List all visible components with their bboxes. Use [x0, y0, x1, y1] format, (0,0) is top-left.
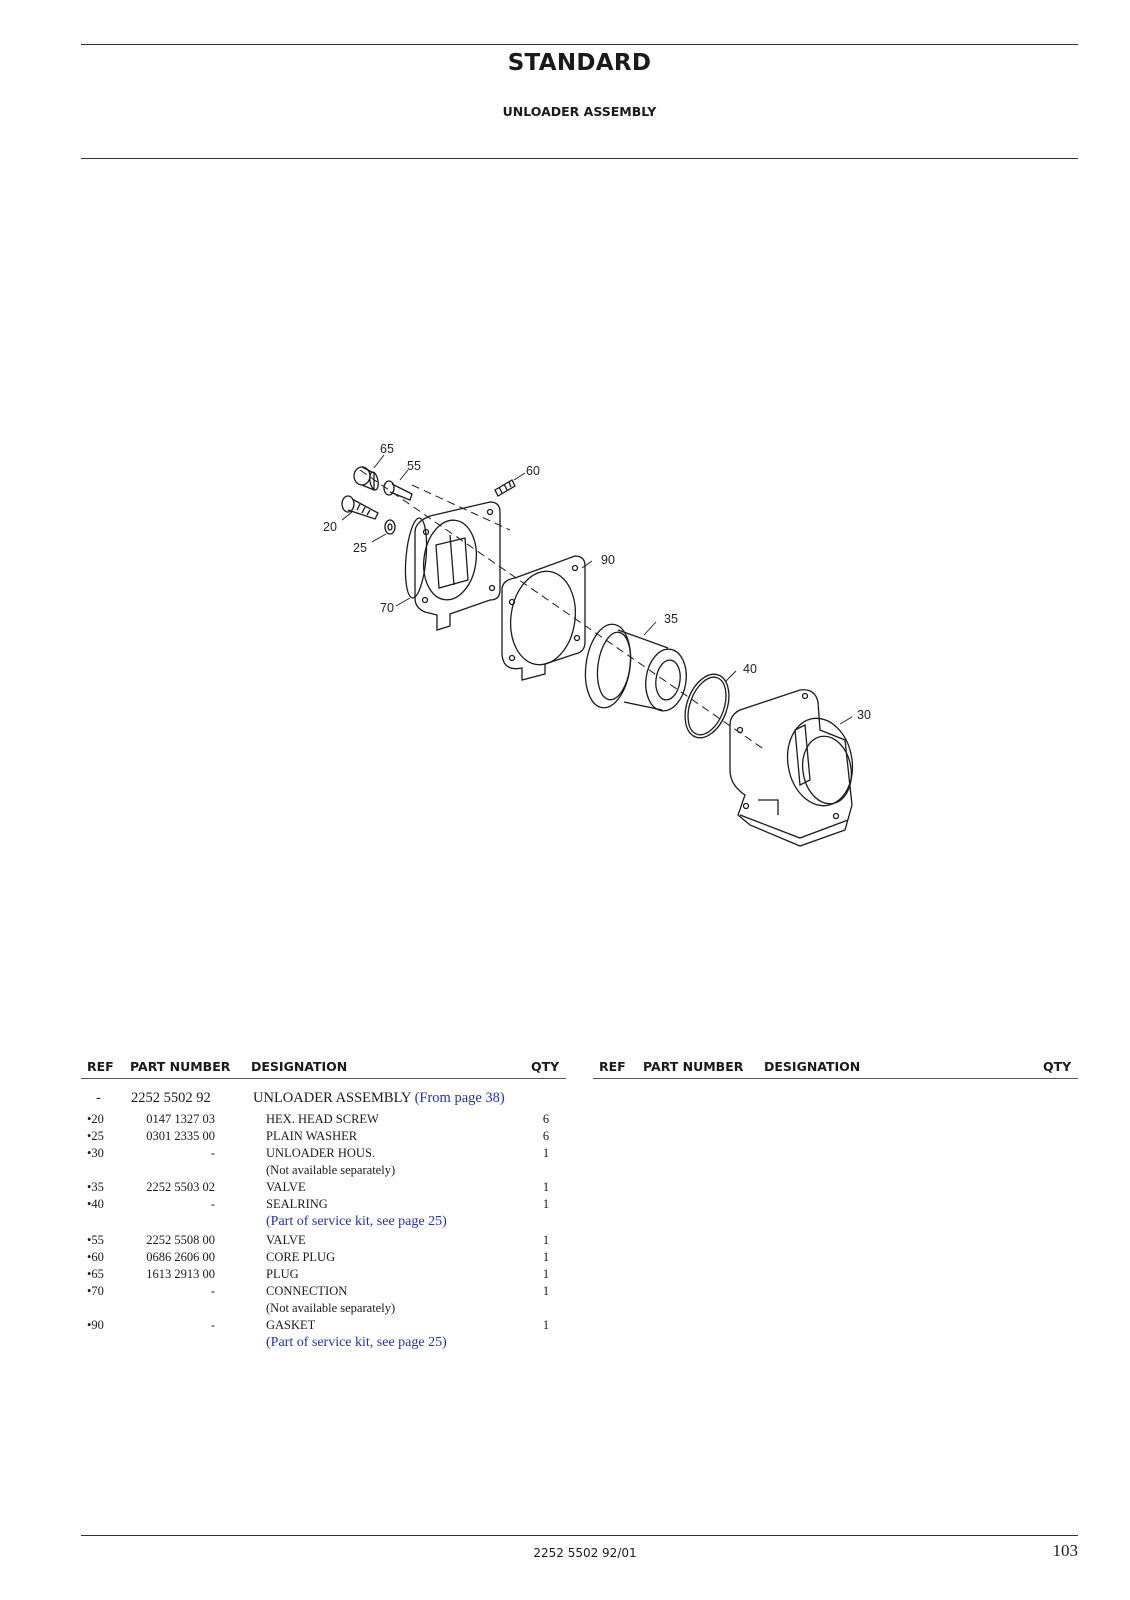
row-ref: •30	[87, 1146, 104, 1160]
row-designation: UNLOADER HOUS.	[266, 1146, 376, 1160]
row-part-number: -	[210, 1197, 215, 1211]
callout-55: 55	[407, 459, 421, 473]
row-qty: 1	[542, 1180, 550, 1194]
callout-90: 90	[601, 553, 615, 567]
table-row	[81, 1250, 566, 1267]
row-designation: VALVE	[266, 1233, 306, 1247]
table-row-note	[81, 1163, 566, 1180]
row-part-number: 0686 2606 00	[146, 1250, 215, 1264]
table-row-note	[81, 1301, 566, 1318]
row-designation: PLUG	[266, 1267, 299, 1281]
row-qty: 1	[542, 1146, 550, 1160]
row-qty: 1	[542, 1267, 550, 1281]
table-row-assembly	[81, 1090, 566, 1112]
col-qty-left: QTY	[531, 1059, 560, 1074]
top-rule	[81, 44, 1078, 45]
callout-30: 30	[857, 708, 871, 722]
row-ref: -	[96, 1090, 101, 1106]
row-part-number: 0301 2335 00	[146, 1129, 215, 1143]
row-part-number: 2252 5508 00	[146, 1233, 215, 1247]
callout-70: 70	[380, 601, 394, 615]
row-ref: •20	[87, 1112, 104, 1126]
col-part-number-left: PART NUMBER	[130, 1059, 231, 1074]
part-90-gasket-shape	[502, 556, 585, 680]
table-row	[81, 1197, 566, 1214]
table-rows	[81, 1112, 566, 1354]
row-designation: HEX. HEAD SCREW	[266, 1112, 379, 1126]
row-part-number: 0147 1327 03	[146, 1112, 215, 1126]
header-bottom-rule	[81, 158, 1078, 159]
row-ref: •40	[87, 1197, 104, 1211]
row-ref: •65	[87, 1267, 104, 1281]
document-number: 2252 5502 92/01	[533, 1546, 637, 1560]
col-qty-right: QTY	[1043, 1059, 1072, 1074]
row-qty: 1	[542, 1233, 550, 1247]
row-ref: •55	[87, 1233, 104, 1247]
page-number: 103	[1052, 1541, 1078, 1560]
table-row	[81, 1129, 566, 1146]
row-qty: 6	[542, 1112, 550, 1126]
row-ref: •60	[87, 1250, 104, 1264]
part-25-washer-shape	[385, 520, 395, 534]
table-header-rule-right	[593, 1078, 1078, 1079]
row-note: (Not available separately)	[266, 1301, 396, 1315]
row-part-number: -	[210, 1146, 215, 1160]
service-kit-link[interactable]: (Part of service kit, see page 25)	[266, 1214, 447, 1229]
table-row	[81, 1318, 566, 1335]
footer-rule	[81, 1535, 1078, 1536]
callout-20: 20	[323, 520, 337, 534]
row-qty: 1	[542, 1250, 550, 1264]
assembly-designation: UNLOADER ASSEMBLY	[253, 1090, 411, 1106]
table-row	[81, 1146, 566, 1163]
row-qty: 1	[542, 1197, 550, 1211]
row-designation: GASKET	[266, 1318, 316, 1332]
table-row	[81, 1267, 566, 1284]
part-65-plug-shape	[354, 467, 380, 491]
table-row-note	[81, 1335, 566, 1354]
col-part-number-right: PART NUMBER	[643, 1059, 744, 1074]
row-designation: CONNECTION	[266, 1284, 348, 1298]
part-70-connection-shape	[403, 502, 500, 630]
row-part-number: 2252 5502 92	[131, 1090, 211, 1106]
callout-40: 40	[743, 662, 757, 676]
row-part-number: 1613 2913 00	[146, 1267, 215, 1281]
table-row	[81, 1233, 566, 1250]
row-part-number: -	[210, 1318, 215, 1332]
table-row	[81, 1284, 566, 1301]
row-qty: 1	[542, 1318, 550, 1332]
leader-lines	[342, 455, 852, 724]
col-designation-right: DESIGNATION	[764, 1059, 861, 1074]
row-qty: 1	[542, 1284, 550, 1298]
col-ref-left: REF	[87, 1059, 114, 1074]
part-55-valve-shape	[384, 481, 412, 500]
row-part-number: 2252 5503 02	[146, 1180, 215, 1194]
callout-35: 35	[664, 612, 678, 626]
col-ref-right: REF	[599, 1059, 626, 1074]
part-35-valve-shape	[580, 621, 690, 713]
part-60-core-plug-shape	[495, 480, 515, 496]
table-row	[81, 1180, 566, 1197]
from-page-link[interactable]: (From page 38)	[414, 1090, 505, 1106]
exploded-view-diagram	[300, 440, 900, 860]
row-designation: SEALRING	[266, 1197, 328, 1211]
part-30-unloader-housing-shape	[730, 690, 859, 846]
row-ref: •25	[87, 1129, 104, 1143]
page-title: STANDARD	[507, 50, 652, 76]
service-kit-link[interactable]: (Part of service kit, see page 25)	[266, 1335, 447, 1350]
callout-65: 65	[380, 442, 394, 456]
table-header-rule-left	[81, 1078, 566, 1079]
row-qty: 6	[542, 1129, 550, 1143]
table-row-note	[81, 1214, 566, 1233]
callout-25: 25	[353, 541, 367, 555]
callout-60: 60	[526, 464, 540, 478]
row-designation	[253, 1090, 505, 1107]
row-designation: VALVE	[266, 1180, 306, 1194]
col-designation-left: DESIGNATION	[251, 1059, 348, 1074]
row-part-number: -	[210, 1284, 215, 1298]
row-ref: •70	[87, 1284, 104, 1298]
row-ref: •35	[87, 1180, 104, 1194]
row-ref: •90	[87, 1318, 104, 1332]
row-note: (Not available separately)	[266, 1163, 396, 1177]
parts-table	[81, 1090, 566, 1354]
page-subtitle: UNLOADER ASSEMBLY	[502, 104, 657, 119]
row-designation: PLAIN WASHER	[266, 1129, 358, 1143]
table-row	[81, 1112, 566, 1129]
row-designation: CORE PLUG	[266, 1250, 336, 1264]
